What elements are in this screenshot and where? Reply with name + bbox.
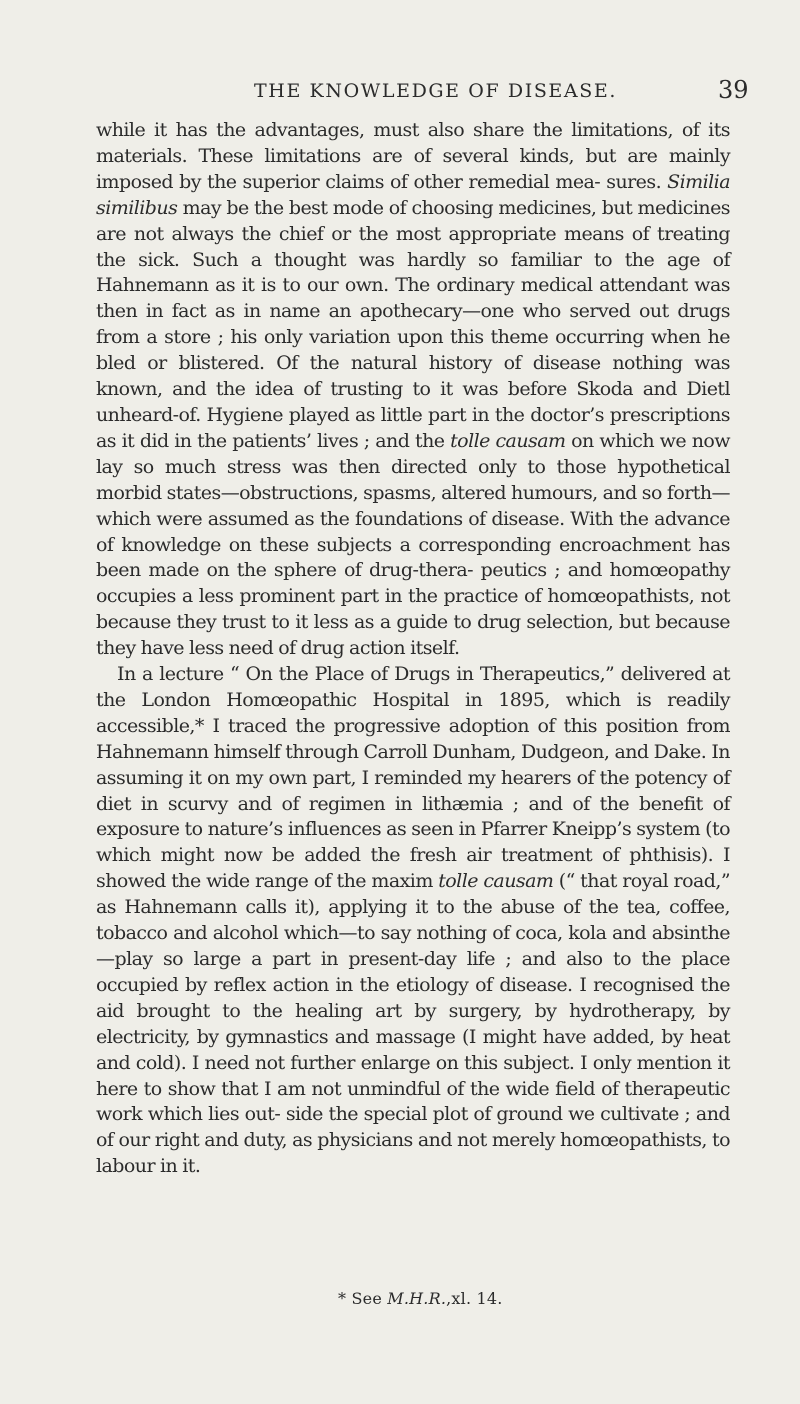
italic-phrase: tolle causam [450, 429, 566, 452]
footnote-journal: M.H.R. [387, 1289, 447, 1308]
footnote-prefix: * See [338, 1289, 388, 1308]
paragraph [96, 662, 730, 1180]
footnote [0, 1289, 800, 1317]
text-run: may be the best mode of choosing medicines, but medicines are not always the chief or the most appropriate means of treating the sick. Such a thought was hardly so familiar to the age of Hahnemann as it is to our own. The ordinary medical attendant was then in fact as in name an apothecary—one who served out drugs from a store ; his only variation upon this theme occurring when he bled or blistered. Of the natural history of disease nothing was known, and the idea of trusting to it was before Skoda and Dietl unheard-of. Hygiene played as little part in the doctor’s prescriptions as it did in the patients’ lives ; and the [96, 196, 730, 452]
italic-phrase: tolle causam [438, 870, 554, 893]
paragraph [96, 118, 730, 662]
italic-phrase: Similia similibus [96, 170, 730, 219]
text-run: In a lecture “ On the Place of Drugs in Therapeutics,” delivered at the London Homœopathic Hospital in 1895, which is readily accessible,* I traced the progressive adoption of this position from Hahnemann himself through Carroll Dunham, Dudgeon, and Dake. In assuming it on my own part, I reminded my hearers of the potency of diet in scurvy and of regimen in lithæmia ; and of the benefit of exposure to nature’s influences as seen in Pfarrer Kneipp’s system (to which might now be added the fresh air treatment of phthisis). I showed the wide range of the maxim [96, 663, 730, 893]
footnote-text [338, 1289, 503, 1308]
running-title: THE KNOWLEDGE OF DISEASE. [254, 80, 617, 102]
body-text [96, 118, 730, 1180]
text-run: on which we now lay so much stress was then directed only to those hypothetical morbid states—obstructions, spasms, altered humours, and so forth—which were assumed as the foundations of disease. With the advance of knowledge on these subjects a corresponding encroachment has been made on the sphere of drug-thera- peutics ; and homœopathy occupies a less prominent part in the practice of homœopathists, not because they trust to it less as a guide to drug selection, but because they have less need of drug action itself. [96, 429, 730, 660]
text-run: (“ that royal road,” as Hahnemann calls it), applying it to the abuse of the tea, coffee, tobacco and alcohol which—to say nothing of coca, kola and absinthe—play so large a part in present-day life ; and also to the place occupied by reflex action in the etiology of disease. I recognised the aid brought to the healing art by surgery, by hydrotherapy, by electricity, by gymnastics and massage (I might have added, by heat and cold). I need not further enlarge on this subject. I only mention it here to show that I am not unmindful of the wide field of therapeutic work which lies out- side the special plot of ground we cultivate ; and of our right and duty, as physicians and not merely homœopathists, to labour in it. [96, 870, 731, 1178]
footnote-suffix: ,xl. 14. [446, 1289, 503, 1308]
running-head [0, 76, 800, 116]
text-run: while it has the advantages, must also share the limitations, of its materials. These limitations are of several kinds, but are mainly imposed by the superior claims of other remedial mea- sures. [96, 119, 730, 193]
page-number: 39 [718, 76, 749, 104]
